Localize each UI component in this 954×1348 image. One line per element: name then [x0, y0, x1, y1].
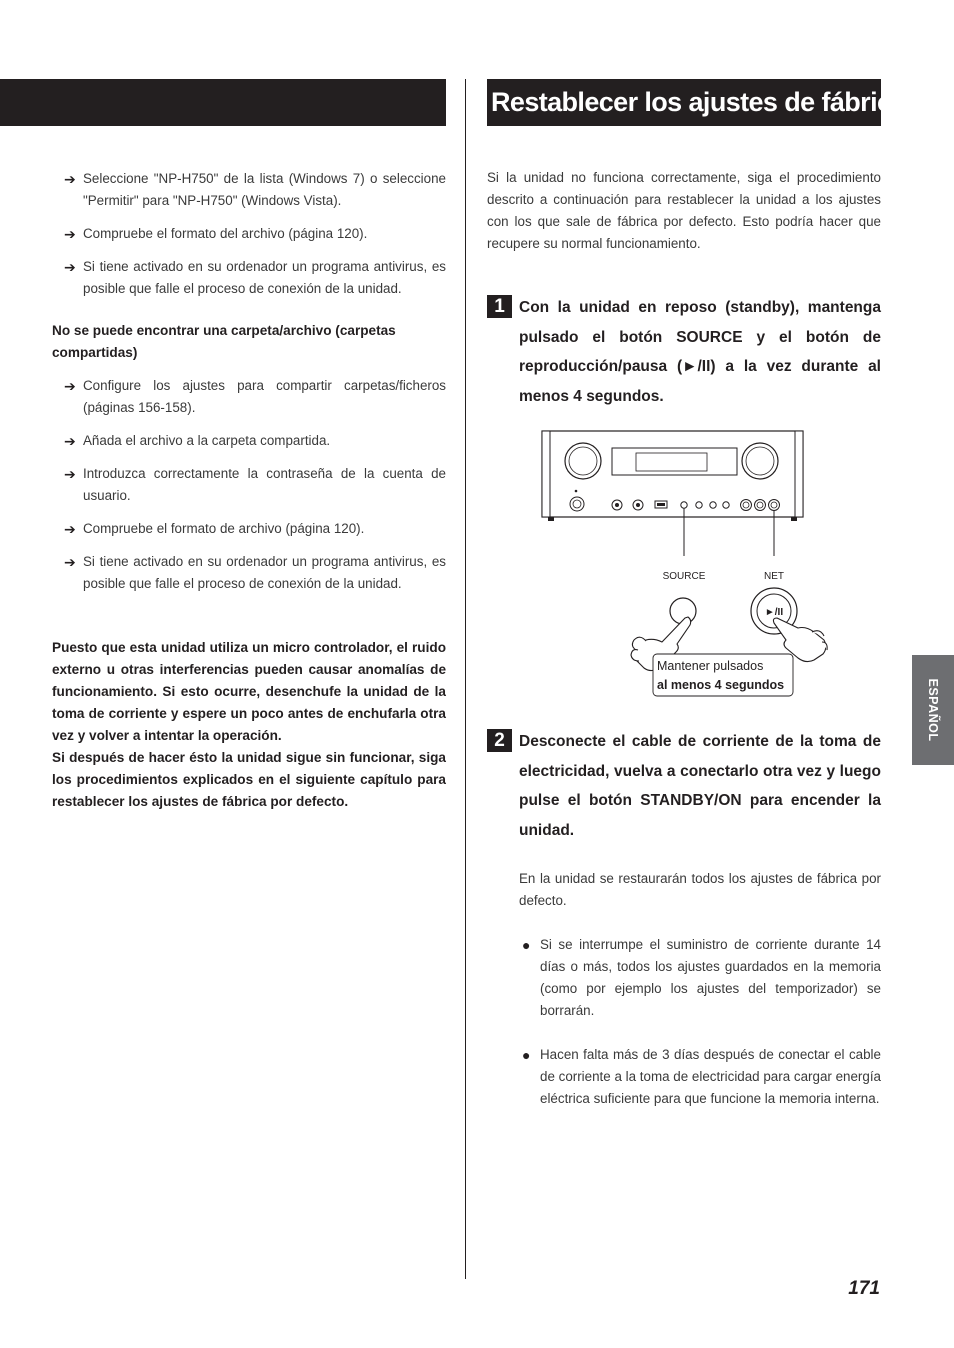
step-instruction: Desconecte el cable de corriente de la toma de electricidad, vuelva a conectarlo otra vez y luego pulse el botón STANDBY/ON para encender la unidad. [519, 733, 881, 839]
page-number: 171 [848, 1278, 880, 1299]
right-knob [742, 443, 778, 479]
list-item: ➔ Configure los ajustes para compartir carpetas/ficheros (páginas 156-158). [52, 375, 446, 419]
intro-paragraph: Si la unidad no funciona correctamente, siga el procedimiento descrito a continuación para restablecer la unidad a los ajustes con los que sale de fábrica por defecto. Esto podría hacer que recupere su normal funcionamiento. [487, 170, 881, 251]
standby-button [570, 497, 584, 511]
step-1 [487, 293, 881, 411]
section-subheading: No se puede encontrar una carpeta/archivo (carpetas compartidas) [52, 323, 396, 360]
list-item: ➔ Añada el archivo a la carpeta compartida. [52, 430, 446, 452]
arrow-icon: ➔ [64, 226, 76, 242]
left-header-bar [0, 79, 446, 126]
list-item: ➔ Compruebe el formato de archivo (página 120). [52, 518, 446, 540]
left-column [52, 168, 446, 813]
device-illustration [540, 428, 840, 703]
arrow-icon: ➔ [64, 466, 76, 482]
list-item: ➔ Compruebe el formato del archivo (página 120). [52, 223, 446, 245]
play-pause-button [769, 500, 780, 511]
list-item: ➔ Seleccione "NP-H750" de la lista (Windows 7) o seleccione "Permitir" para "NP-H750" (Windows Vista). [52, 168, 446, 212]
arrow-icon: ➔ [64, 259, 76, 275]
list-item: ● Hacen falta más de 3 días después de conectar el cable de corriente a la toma de electricidad para cargar energía eléctrica suficiente para que funcione la memoria interna. [519, 1044, 881, 1110]
warning-paragraph: Si después de hacer ésto la unidad sigue sin funcionar, siga los procedimientos explicados en el siguiente capítulo para restablecer los ajustes de fábrica por defecto. [52, 750, 446, 809]
list-item: ● Si se interrumpe el suministro de corriente durante 14 días o más, todos los ajustes guardados en la memoria (como por ejemplo los ajustes del temporizador) se borrarán. [519, 934, 881, 1022]
list-item: ➔ Si tiene activado en su ordenador un programa antivirus, es posible que falle el proceso de conexión de la unidad. [52, 551, 446, 595]
hold-note-line2: al menos 4 segundos [657, 678, 785, 692]
device-side-left [542, 431, 550, 517]
step-number: 1 [487, 295, 512, 318]
bullet-icon: ● [522, 1047, 531, 1063]
step-2-details [519, 868, 881, 1110]
list-item: ➔ Si tiene activado en su ordenador un programa antivirus, es posible que falle el proceso de conexión de la unidad. [52, 256, 446, 300]
step-number: 2 [487, 729, 512, 752]
arrow-icon: ➔ [64, 378, 76, 394]
source-button [681, 502, 687, 508]
step-instruction: Con la unidad en reposo (standby), mantenga pulsado el botón SOURCE y el botón de reproducción/pausa (►/II) a la vez durante al menos 4 segundos. [519, 299, 881, 405]
warning-paragraph: Puesto que esta unidad utiliza un micro controlador, el ruido externo u otras interferencias pueden causar anomalías de funcionamiento. Si esto ocurre, desenchufe la unidad de la toma de corriente y espere un poco antes de enchufarla otra vez y volver a intentar la operación. [52, 640, 446, 743]
device-side-right [795, 431, 803, 517]
net-label: NET [764, 571, 784, 582]
arrow-icon: ➔ [64, 521, 76, 537]
play-pause-icon: ►/II [764, 607, 784, 618]
step-2-body-text: En la unidad se restaurarán todos los ajustes de fábrica por defecto. [519, 871, 881, 908]
arrow-icon: ➔ [64, 433, 76, 449]
source-label: SOURCE [662, 571, 706, 582]
arrow-icon: ➔ [64, 171, 76, 187]
page-title: Restablecer los ajustes de fábrica [487, 79, 881, 126]
step-2 [487, 727, 881, 845]
arrow-icon: ➔ [64, 554, 76, 570]
language-tab: ESPAÑOL [912, 655, 954, 765]
hold-note-line1: Mantener pulsados [657, 659, 764, 673]
list-item: ➔ Introduzca correctamente la contraseña de la cuenta de usuario. [52, 463, 446, 507]
bullet-icon: ● [522, 937, 531, 953]
left-knob [565, 443, 601, 479]
column-divider [465, 79, 466, 1279]
